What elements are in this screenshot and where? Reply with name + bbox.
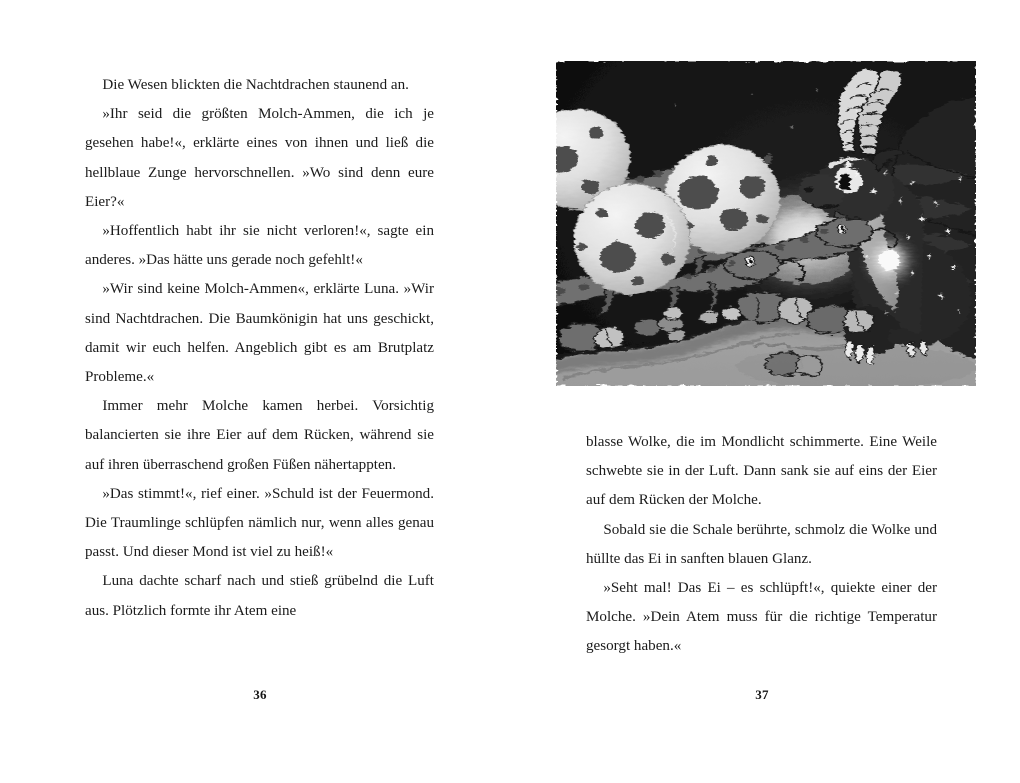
body-text-right [586, 428, 937, 662]
paragraph: Sobald sie die Schale berührte, schmolz die Wolke und hüllte das Ei in sanften blauen Glanz. [586, 521, 937, 567]
paragraph: »Seht mal! Das Ei – es schlüpft!«, quiekte einer der Molche. »Dein Atem muss für die richtige Temperatur gesorgt haben.« [586, 580, 937, 655]
paragraph: Luna dachte scharf nach und stieß grübelnd die Luft aus. Plötzlich formte ihr Atem eine [85, 573, 434, 619]
page-number-left: 36 [253, 687, 267, 702]
page-number-right: 37 [755, 687, 769, 702]
paragraph: »Das stimmt!«, rief einer. »Schuld ist der Feuermond. Die Traumlinge schlüpfen nämlich nur, wenn alles genau passt. Und dieser Mond ist viel zu heiß!« [85, 485, 434, 561]
illustration-canvas [556, 61, 976, 386]
paragraph: Immer mehr Molche kamen herbei. Vorsichtig balancierten sie ihre Eier auf dem Rücken, während sie auf ihren überraschend großen Füßen nähertappten. [85, 398, 434, 473]
paragraph: »Hoffentlich habt ihr sie nicht verloren!«, sagte ein anderes. »Das hätte uns gerade noch gefehlt!« [85, 223, 434, 269]
body-text-left [85, 71, 434, 626]
illustration-night-dragon-and-newts [556, 61, 976, 386]
paragraph: blasse Wolke, die im Mondlicht schimmerte. Eine Weile schwebte sie in der Luft. Dann sank sie auf eins der Eier auf dem Rücken der Molche. [586, 434, 937, 509]
paragraph: »Ihr seid die größten Molch-Ammen, die ich je gesehen habe!«, erklärte eines von ihnen und ließ die hellblaue Zunge hervorschnellen. »Wo sind denn eure Eier?« [85, 106, 434, 210]
paragraph: »Wir sind keine Molch-Ammen«, erklärte Luna. »Wir sind Nachtdrachen. Die Baumkönigin hat uns geschickt, damit wir euch helfen. Angeblich gibt es am Brutplatz Probleme.« [85, 281, 434, 386]
paragraph: Die Wesen blickten die Nachtdrachen staunend an. [102, 77, 409, 93]
